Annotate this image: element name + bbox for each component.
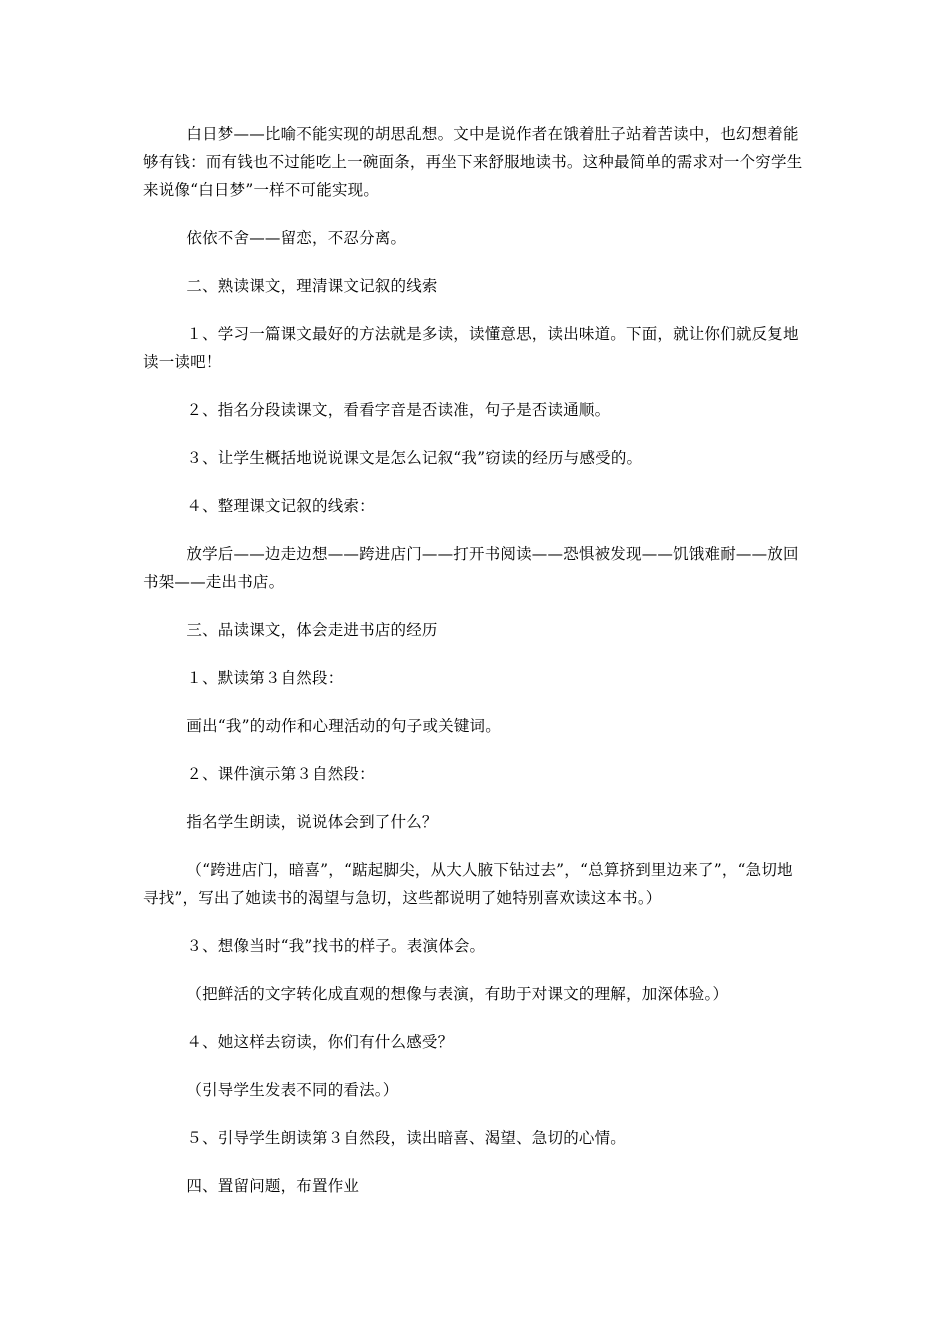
- paragraph-step-3-5: ５、引导学生朗读第３自然段，读出暗喜、渴望、急切的心情。: [186, 1129, 626, 1147]
- section-heading-3: 三、品读课文，体会走进书店的经历: [186, 621, 438, 639]
- paragraph-step-3-1: １、默读第３自然段：: [186, 669, 344, 687]
- paragraph-definition-reluctant: 依依不舍——留恋，不忍分离。: [186, 229, 407, 247]
- paragraph-step-2-2: ２、指名分段读课文，看看字音是否读准，句子是否读通顺。: [186, 401, 611, 419]
- section-heading-4: 四、置留问题，布置作业: [186, 1177, 360, 1195]
- paragraph-step-2-1: １、学习一篇课文最好的方法就是多读，读懂意思，读出味道。下面，就让你们就反复地读一读吧！: [143, 325, 799, 371]
- paragraph-clue-sequence: 放学后——边走边想——跨进店门——打开书阅读——恐惧被发现——饥饿难耐——放回书架——走出书店。: [143, 545, 799, 591]
- paragraph-step-3-2: ２、课件演示第３自然段：: [186, 765, 375, 783]
- paragraph-step-3-2-note: （“跨进店门，暗喜”，“踮起脚尖，从大人腋下钻过去”，“总算挤到里边来了”，“急切地寻找”，写出了她读书的渴望与急切，这些都说明了她特别喜欢读这本书。）: [143, 861, 793, 907]
- paragraph-step-3-3: ３、想像当时“我”找书的样子。表演体会。: [186, 937, 486, 955]
- paragraph-step-3-1-detail: 画出“我”的动作和心理活动的句子或关键词。: [186, 717, 501, 735]
- paragraph-definition-daydream: 白日梦——比喻不能实现的胡思乱想。文中是说作者在饿着肚子站着苦读中，也幻想着能够有钱：而有钱也不过能吃上一碗面条，再坐下来舒服地读书。这种最简单的需求对一个穷学生来说像“白日梦”一样不可能实现。: [143, 125, 803, 199]
- document-body: [143, 120, 808, 1220]
- paragraph-step-2-4: ４、整理课文记叙的线索：: [186, 497, 375, 515]
- paragraph-step-3-2-detail: 指名学生朗读，说说体会到了什么？: [186, 813, 438, 831]
- paragraph-step-2-3: ３、让学生概括地说说课文是怎么记叙“我”窃读的经历与感受的。: [186, 449, 643, 467]
- paragraph-step-3-4: ４、她这样去窃读，你们有什么感受？: [186, 1033, 454, 1051]
- section-heading-2: 二、熟读课文，理清课文记叙的线索: [186, 277, 438, 295]
- paragraph-step-3-4-note: （引导学生发表不同的看法。）: [186, 1081, 399, 1099]
- paragraph-step-3-3-note: （把鲜活的文字转化成直观的想像与表演，有助于对课文的理解，加深体验。）: [186, 985, 729, 1003]
